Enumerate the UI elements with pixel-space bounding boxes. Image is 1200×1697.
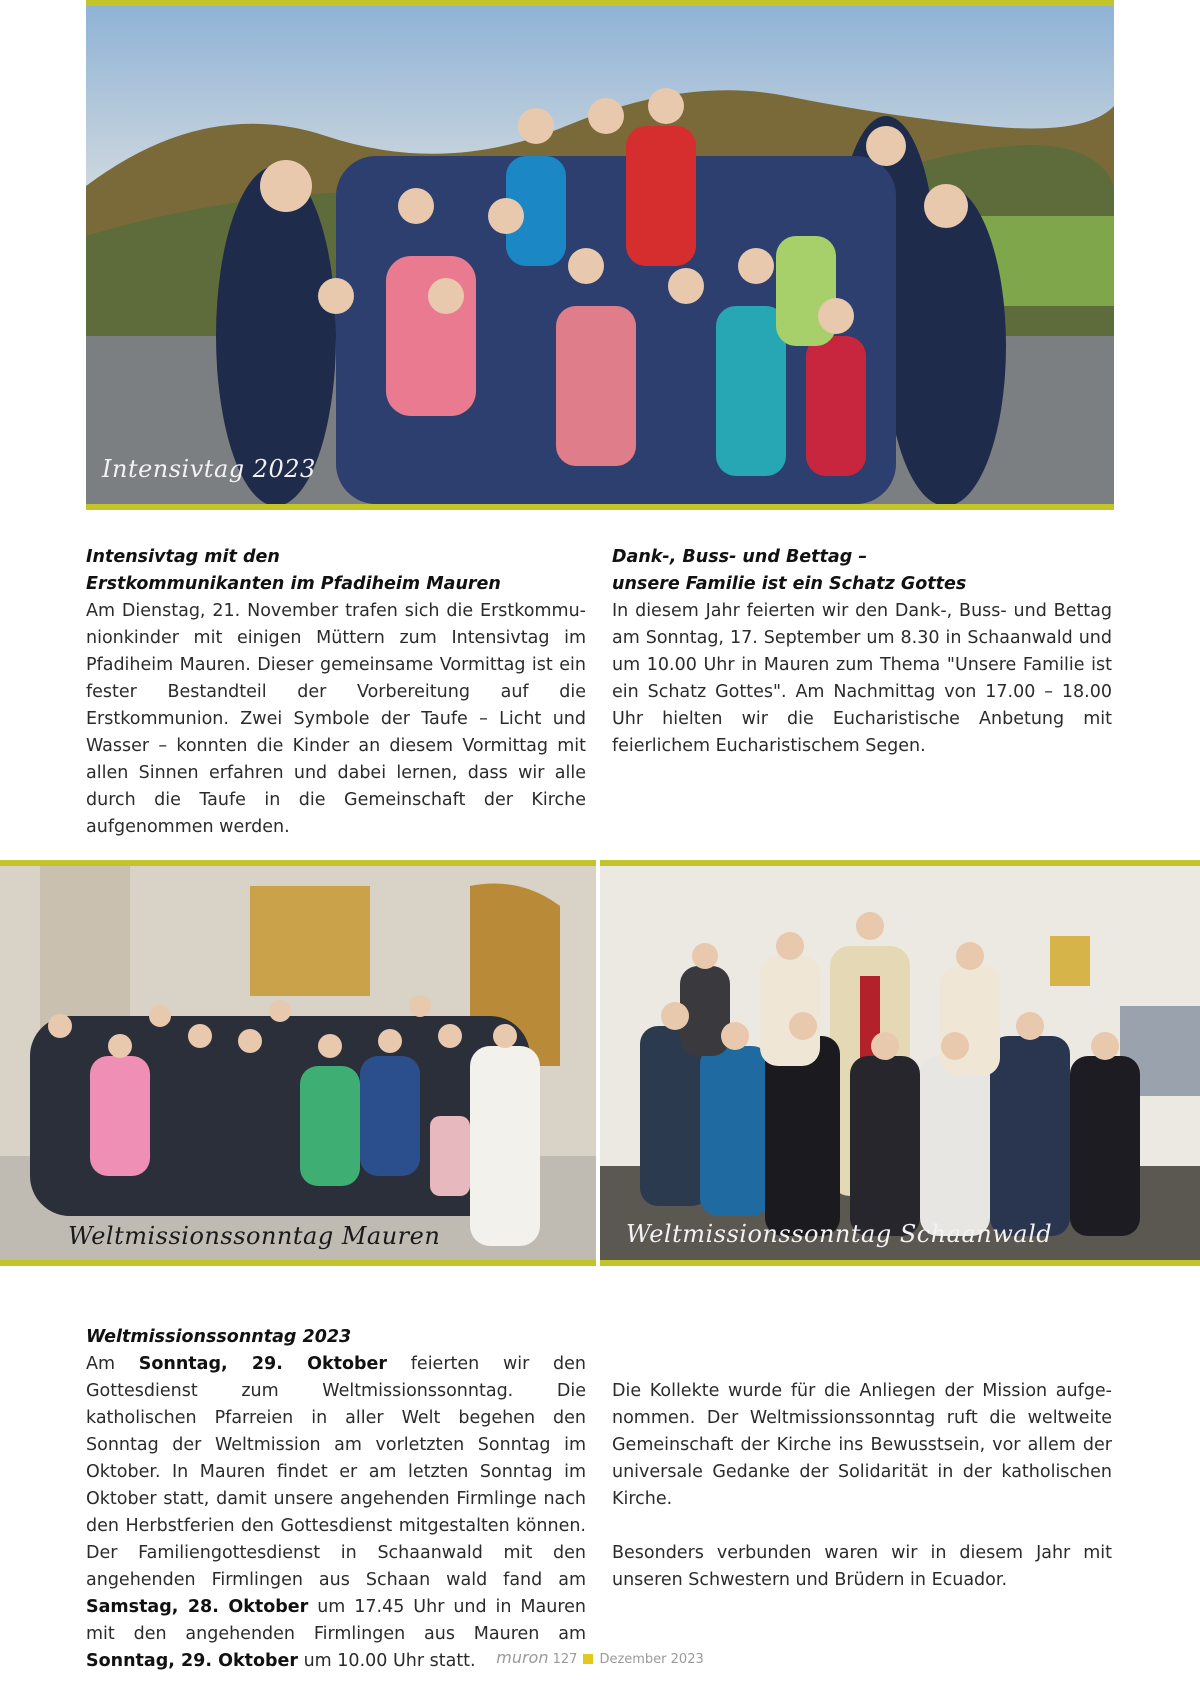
photo-caption: Weltmissionssonntag Schaanwald bbox=[626, 1220, 1053, 1248]
magazine-name: muron bbox=[496, 1648, 549, 1667]
page-footer bbox=[0, 1648, 1200, 1667]
article-weltmissionssonntag-col1 bbox=[86, 1324, 586, 1675]
section-heading: Dank-, Buss- und Bettag – unsere Familie ist ein Schatz Gottes bbox=[612, 547, 967, 594]
section-heading: Weltmissionssonntag 2023 bbox=[86, 1327, 352, 1347]
photo-image bbox=[0, 866, 596, 1260]
section-body: In diesem Jahr feierten wir den Dank-, Buss- und Bettag am Sonntag, 17. September um 8.30 in Schaanwald und um 10.00 Uhr in Mauren zum Thema "Unsere Familie ist ein Schatz Gottes". Am Nachmittag von 17.00 – 18.00 Uhr hielten wir die Eucharistische Anbetung mit feierlichem Eucharistischem Segen. bbox=[612, 601, 1112, 756]
article-weltmissionssonntag-col2 bbox=[612, 1378, 1112, 1594]
article-dank-buss-bettag bbox=[612, 544, 1112, 760]
issue-number: 127 bbox=[552, 1652, 578, 1667]
issue-date: Dezember 2023 bbox=[599, 1652, 704, 1667]
photo-bottom-rule bbox=[0, 1260, 596, 1266]
photo-weltmission-mauren bbox=[0, 860, 596, 1266]
square-icon bbox=[583, 1654, 593, 1664]
section-body: Besonders verbunden waren wir in diesem Jahr mit unseren Schwestern und Brüdern in Ecuador. bbox=[612, 1543, 1112, 1590]
date-highlight: Samstag, 28. Oktober bbox=[86, 1597, 309, 1617]
photo-weltmission-schaanwald bbox=[600, 860, 1200, 1266]
photo-image bbox=[600, 866, 1200, 1260]
article-intensivtag bbox=[86, 544, 586, 841]
section-body: Am Dienstag, 21. November trafen sich die Erstkommunionkinder mit einigen Müttern zum Intensivtag im Pfadiheim Mauren. Dieser gemeinsame Vormittag ist ein fester Bestandteil der Vorbereitung auf die Erstkommunion. Zwei Symbole der Taufe – Licht und Wasser – konnten die Kinder an diesem Vormittag mit allen Sinnen erfahren und dabei lernen, dass wir alle durch die Taufe in die Gemeinschaft der Kirche aufgenommen werden. bbox=[86, 601, 586, 837]
photo-caption: Intensivtag 2023 bbox=[102, 455, 316, 483]
section-body: Die Kollekte wurde für die Anliegen der Mission aufgenommen. Der Weltmissionssonntag ruft die weltweite Gemeinschaft der Kirche ins Bewusstsein, vor allem der universale Gedanke der Solidarität in der katholischen Kirche. bbox=[612, 1381, 1112, 1509]
photo-caption: Weltmissionssonntag Mauren bbox=[68, 1222, 441, 1250]
date-highlight: Sonntag, 29. Oktober bbox=[86, 1651, 299, 1671]
section-heading: Intensivtag mit den Erstkommunikanten im Pfadiheim Mauren bbox=[86, 547, 501, 594]
photo-intensivtag bbox=[86, 0, 1114, 510]
section-body: Am Sonntag, 29. Oktober feierten wir den Gottesdienst zum Weltmissionssonntag. Die katholischen Pfarreien in aller Welt begehen den Sonntag der Weltmission am vorletzten Sonntag im Oktober. In Mauren findet er am letzten Sonntag im Oktober statt, damit unsere angehenden Firmlinge nach den Herbstferien den Gottesdienst mitgestalten können. Der Familiengottesdienst in Schaanwald mit den angehenden Firmlingen aus Schaan wald fand am Samstag, 28. Oktober um 17.45 Uhr und in Mauren mit den angehenden Firmlingen aus Mauren am Sonntag, 29. Oktober um 10.00 Uhr statt. bbox=[86, 1354, 586, 1671]
photo-bottom-rule bbox=[86, 504, 1114, 510]
photo-bottom-rule bbox=[600, 1260, 1200, 1266]
date-highlight: Sonntag, 29. Oktober bbox=[138, 1354, 388, 1374]
photo-image bbox=[86, 6, 1114, 504]
